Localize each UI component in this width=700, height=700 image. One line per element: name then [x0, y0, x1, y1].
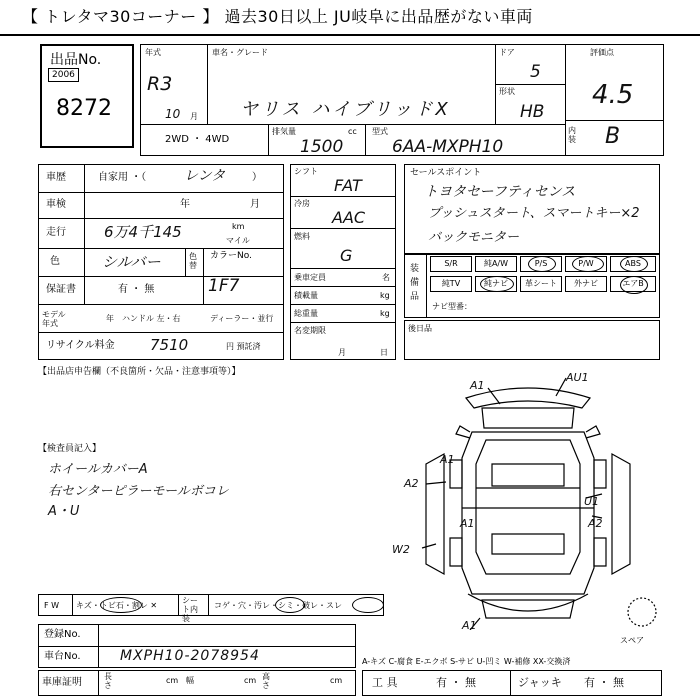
name-change-label: 名変期限 — [294, 326, 326, 335]
warranty-label: 保証書 — [46, 284, 76, 295]
name-change-day: 日 — [380, 348, 388, 357]
warranty-value: 有 ・ 無 — [118, 284, 155, 295]
diag-label-a1-top: A1 — [470, 379, 485, 392]
diag-label-a1-lower: A1 — [460, 517, 475, 530]
sales-line1: トヨタセーフティセンス — [424, 184, 576, 200]
equip-tv: 純TV — [430, 276, 472, 292]
cert-unit-2: cm — [244, 676, 257, 685]
mark-circle-yogore — [275, 597, 305, 613]
cert-width: 幅 — [186, 676, 194, 685]
model-value: ヤリス ハイブリッドX — [240, 99, 451, 120]
recycle-unit: 円 預託済 — [226, 342, 261, 351]
ac-label: 冷房 — [294, 199, 310, 208]
recycle-value: 7510 — [150, 336, 189, 354]
month-unit: 月 — [190, 112, 198, 121]
mark-circle-pw — [572, 256, 604, 272]
tools-value: 有 ・ 無 — [436, 676, 476, 689]
score-value: 4.5 — [592, 80, 634, 110]
model-year-label: モデル年式 — [42, 310, 66, 328]
history-value: レンタ — [184, 168, 226, 184]
mark-circle-abs — [620, 256, 648, 272]
fw-text: キズ・トビ石・割レ ✕ — [76, 601, 158, 610]
disp-unit: cc — [348, 127, 357, 136]
equip-pw: P/W — [565, 256, 607, 272]
color-value: シルバー — [102, 253, 161, 271]
extra-box — [404, 320, 660, 360]
interior-label: 内装 — [568, 126, 576, 144]
inspector-line2: 右センターピラーモールボコレ — [48, 484, 229, 499]
cert-table — [38, 670, 356, 696]
recycle-label: リサイクル料金 — [46, 340, 115, 351]
reg-label: 登録No. — [44, 629, 81, 640]
tools-label: 工 具 — [372, 676, 398, 689]
ac-value: AAC — [332, 208, 366, 227]
page-title: 【 トレタマ30コーナー 】 過去30日以上 JU岐阜に出品歴がない車両 — [22, 7, 533, 26]
cert-unit-3: cm — [330, 676, 343, 685]
mark-circle-ps — [528, 256, 556, 272]
navi-label: ナビ型番： — [432, 302, 472, 311]
color-no-label: カラーNo. — [210, 251, 252, 261]
inspection-label: 車検 — [46, 199, 66, 210]
chassis-label: 車台No. — [44, 651, 81, 662]
weight-unit: kg — [380, 309, 390, 318]
model-year-unit: 年 — [106, 314, 114, 323]
history-opts: 自家用 ・（ — [98, 172, 147, 183]
lot-label: 出品No. — [50, 52, 102, 68]
equip-navi: 純ナビ — [475, 276, 517, 292]
shape-value: HB — [520, 102, 545, 122]
doors-label: ドア — [499, 48, 515, 57]
cert-label: 車庫証明 — [42, 677, 82, 688]
capacity-unit: 名 — [382, 273, 390, 282]
doors-value: 5 — [530, 62, 541, 82]
inspector-label: 【検査員記入】 — [38, 444, 102, 454]
equip-sr: S/R — [430, 256, 472, 272]
equip-abs: ABS — [610, 256, 656, 272]
type-label: 型式 — [372, 127, 388, 136]
dealer-label: ディーラー・並行 — [210, 314, 274, 323]
color-no-value: 1F7 — [208, 276, 240, 296]
score-label: 評価点 — [590, 48, 614, 57]
weight-label: 総重量 — [294, 309, 318, 318]
mark-circle-airbag — [620, 276, 648, 294]
mileage-mile: マイル — [226, 236, 250, 245]
mark-circle-navi — [480, 276, 514, 292]
lot-year-code: 2006 — [48, 68, 79, 82]
diag-label-au1: AU1 — [566, 371, 589, 384]
jack-value: 有 ・ 無 — [584, 676, 624, 689]
equip-aw: 純A/W — [475, 256, 517, 272]
seat-label: シート内装 — [182, 596, 198, 623]
mileage-value: 6万4千145 — [104, 223, 182, 241]
inspector-line1: ホイールカバーA — [48, 462, 148, 477]
jack-label: ジャッキ — [518, 676, 562, 689]
damage-legend: A-キズ C-腐食 E-エクボ S-サビ U-凹ミ W-補修 XX-交換済 — [362, 657, 571, 666]
equip-airbag: エアB — [610, 276, 656, 292]
color-change: 色替 — [189, 252, 197, 270]
sales-line3: バックモニター — [428, 230, 520, 245]
seat-text: コゲ・穴・汚レ・シミ・破レ・スレ — [214, 601, 342, 610]
capacity-label: 乗車定員 — [294, 273, 326, 282]
equip-ps: P/S — [520, 256, 562, 272]
mileage-label: 走行 — [46, 227, 66, 238]
mark-circle-sure — [352, 597, 384, 613]
inspection-month: 月 — [250, 199, 260, 210]
left-info-box — [38, 164, 284, 360]
diag-label-a1-rear: A1 — [462, 619, 477, 632]
fw-label: F W — [44, 601, 60, 610]
load-unit: kg — [380, 291, 390, 300]
drive-label: 2WD ・ 4WD — [165, 134, 230, 145]
chassis-value: MXPH10-2078954 — [120, 648, 260, 664]
equip-leather: 革シート — [520, 276, 562, 292]
history-close: ） — [252, 172, 262, 183]
fuel-label: 燃料 — [294, 232, 310, 241]
diag-label-w2: W2 — [392, 543, 410, 556]
equip-label: 装備品 — [410, 264, 420, 302]
year-label: 年式 — [145, 48, 161, 57]
handle-label: ハンドル 左・右 — [122, 314, 181, 323]
lot-number: 8272 — [56, 96, 112, 121]
sales-label: セールスポイント — [410, 168, 482, 178]
mark-circle-tobi — [100, 597, 142, 613]
extra-label: 後日品 — [408, 324, 432, 333]
diag-label-a2-left: A2 — [404, 477, 419, 490]
history-label: 車歴 — [46, 172, 66, 183]
name-change-month: 月 — [338, 348, 346, 357]
month-value: 10 — [165, 107, 181, 121]
diag-label-a2-right: A2 — [588, 517, 603, 530]
shift-value: FAT — [334, 176, 362, 195]
year-value: R3 — [147, 73, 173, 95]
spare-label: スペア — [620, 636, 644, 645]
fuel-value: G — [340, 246, 353, 265]
load-label: 積載量 — [294, 291, 318, 300]
shift-label: シフト — [294, 167, 318, 176]
cert-height: 高さ — [262, 672, 270, 690]
type-value: 6AA-MXPH10 — [392, 137, 504, 157]
disp-value: 1500 — [300, 137, 344, 157]
shape-label: 形状 — [499, 87, 515, 96]
car-diagram — [396, 368, 660, 630]
model-label: 車名・グレード — [212, 48, 268, 57]
mileage-km: km — [232, 222, 245, 231]
seller-notes-label: 【出品店申告欄（不良箇所・欠品・注意事項等）】 — [38, 367, 241, 377]
inspector-line3: A・U — [48, 504, 80, 519]
cert-unit-1: cm — [166, 676, 179, 685]
interior-value: B — [605, 124, 621, 149]
disp-label: 排気量 — [272, 127, 296, 136]
sales-line2: プッシュスタート、スマートキー×2 — [428, 206, 640, 221]
diag-label-u1: U1 — [584, 495, 600, 508]
inspection-year: 年 — [180, 199, 190, 210]
color-label: 色 — [50, 256, 60, 267]
diag-label-a1-mid: A1 — [440, 453, 455, 466]
cert-length: 長さ — [104, 672, 112, 690]
equip-ext-navi: 外ナビ — [565, 276, 607, 292]
